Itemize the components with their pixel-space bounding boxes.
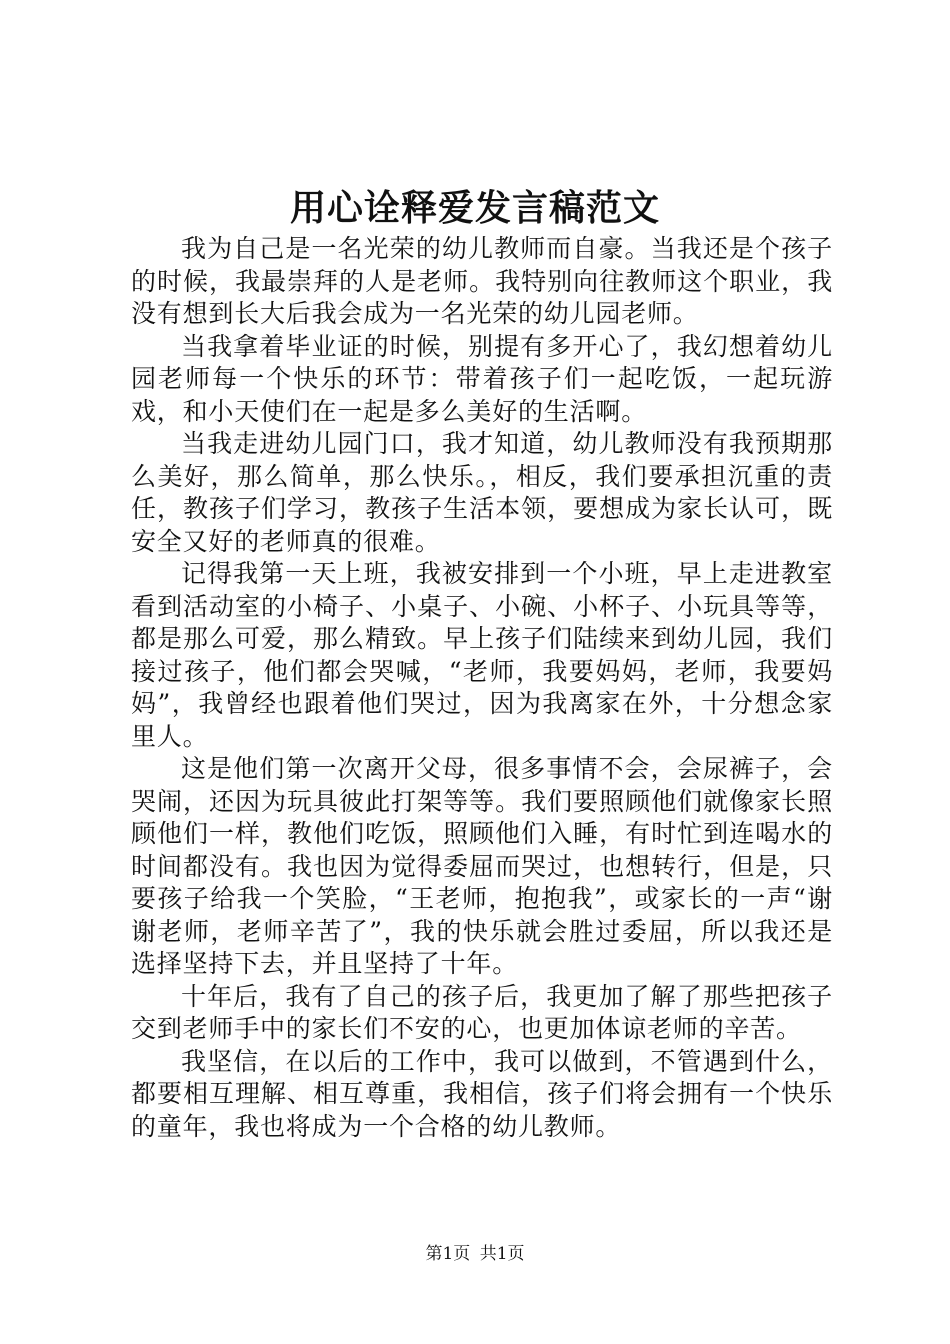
paragraph-2: 当我拿着毕业证的时候，别提有多开心了，我幻想着幼儿园老师每一个快乐的环节：带着孩子们一起吃饭，一起玩游戏，和小天使们在一起是多么美好的生活啊。 <box>131 331 833 426</box>
page-number: 第1页 <box>425 1244 471 1264</box>
page-total: 共1页 <box>479 1244 525 1264</box>
document-title: 用心诠释爱发言稿范文 <box>289 187 660 229</box>
paragraph-6: 十年后，我有了自己的孩子后，我更加了解了那些把孩子交到老师手中的家长们不安的心，也更加体谅老师的辛苦。 <box>131 981 833 1043</box>
paragraph-3: 当我走进幼儿园门口，我才知道，幼儿教师没有我预期那么美好，那么简单，那么快乐。，相反，我们要承担沉重的责任，教孩子们学习，教孩子生活本领，要想成为家长认可，既安全又好的老师真的很难。 <box>131 429 833 556</box>
page-footer <box>0 1242 950 1266</box>
paragraph-1: 我为自己是一名光荣的幼儿教师而自豪。当我还是个孩子的时候，我最崇拜的人是老师。我特别向往教师这个职业，我没有想到长大后我会成为一名光荣的幼儿园老师。 <box>131 234 833 328</box>
paragraph-7: 我坚信，在以后的工作中，我可以做到，不管遇到什么，都要相互理解、相互尊重，我相信，孩子们将会拥有一个快乐的童年，我也将成为一个合格的幼儿教师。 <box>131 1046 833 1141</box>
document-body <box>131 233 833 1143</box>
paragraph-4: 记得我第一天上班，我被安排到一个小班，早上走进教室看到活动室的小椅子、小桌子、小碗、小杯子、小玩具等等，都是那么可爱，那么精致。早上孩子们陆续来到幼儿园，我们接过孩子，他们都会哭喊，“老师，我要妈妈，老师，我要妈妈”，我曾经也跟着他们哭过，因为我离家在外，十分想念家里人。 <box>131 559 833 751</box>
paragraph-5: 这是他们第一次离开父母，很多事情不会，会尿裤子，会哭闹，还因为玩具彼此打架等等。我们要照顾他们就像家长照顾他们一样，教他们吃饭，照顾他们入睡，有时忙到连喝水的时间都没有。我也因为觉得委屈而哭过，也想转行，但是，只要孩子给我一个笑脸，“王老师，抱抱我”，或家长的一声“谢谢老师，老师辛苦了”，我的快乐就会胜过委屈，所以我还是选择坚持下去，并且坚持了十年。 <box>131 754 833 978</box>
